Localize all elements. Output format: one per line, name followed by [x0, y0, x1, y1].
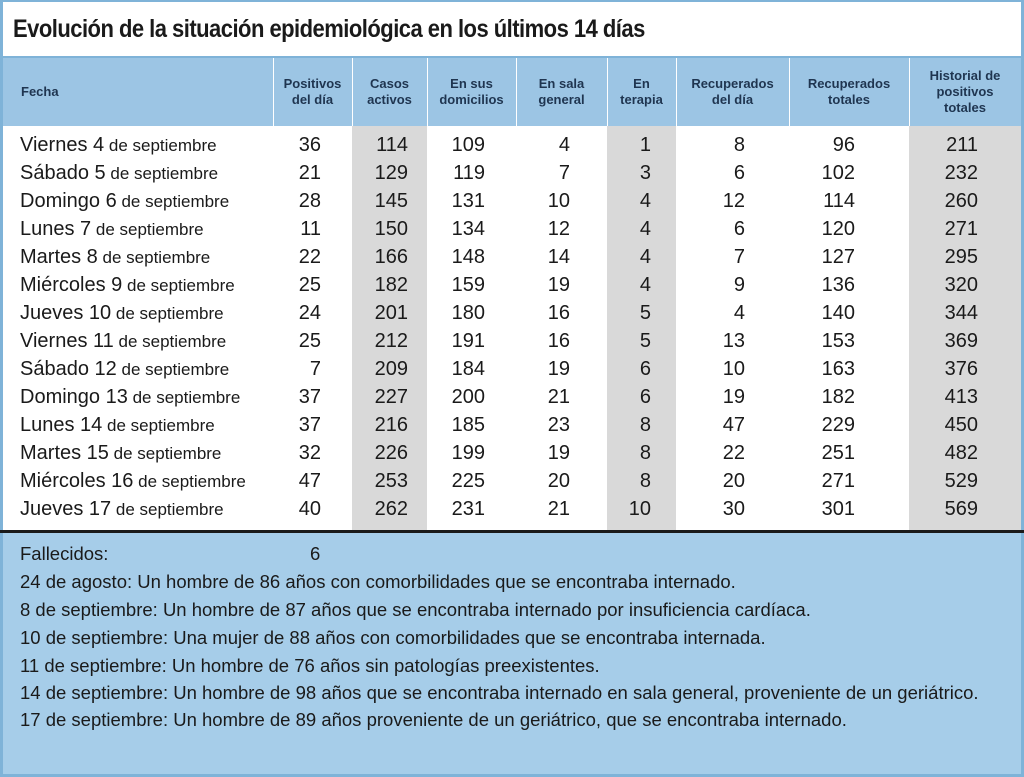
header-separator	[909, 58, 910, 126]
row-date	[20, 302, 224, 325]
table-cell: 19	[547, 274, 570, 296]
table-cell: 20	[547, 470, 570, 492]
table-cell: 191	[451, 330, 485, 352]
column-header: Recuperados totales	[807, 76, 891, 107]
row-date-day: Martes 15	[20, 442, 109, 464]
table-cell: 14	[547, 246, 570, 268]
table-row	[3, 298, 1021, 326]
table-cell: 8	[639, 470, 651, 492]
table-cell: 5	[639, 330, 651, 352]
row-date-day: Miércoles 16	[20, 470, 134, 492]
table-cell: 184	[451, 358, 485, 380]
table-cell: 209	[374, 358, 408, 380]
table-cell: 320	[944, 274, 978, 296]
row-date	[20, 162, 218, 185]
table-cell: 369	[944, 330, 978, 352]
table-cell: 22	[722, 442, 745, 464]
table-cell: 10	[722, 358, 745, 380]
table-cell: 231	[451, 498, 485, 520]
table-cell: 129	[374, 162, 408, 184]
table-cell: 301	[821, 498, 855, 520]
table-row	[3, 270, 1021, 298]
table-cell: 37	[298, 414, 321, 436]
table-cell: 131	[451, 190, 485, 212]
table-cell: 12	[722, 190, 745, 212]
table-row	[3, 158, 1021, 186]
table-cell: 200	[451, 386, 485, 408]
table-cell: 6	[733, 218, 745, 240]
table-cell: 569	[944, 498, 978, 520]
table-cell: 28	[298, 190, 321, 212]
table-cell: 262	[374, 498, 408, 520]
column-header: Fecha	[21, 84, 59, 99]
table-cell: 47	[722, 414, 745, 436]
header-separator	[607, 58, 608, 126]
column-header: Recuperados del día	[691, 76, 774, 107]
fallecidos-label: Fallecidos:	[20, 543, 109, 564]
row-date-day: Sábado 5	[20, 162, 106, 184]
table-cell: 16	[547, 302, 570, 324]
table-cell: 120	[821, 218, 855, 240]
row-date	[20, 386, 240, 409]
table-cell: 251	[821, 442, 855, 464]
table-cell: 159	[451, 274, 485, 296]
table-cell: 5	[639, 302, 651, 324]
table-row	[3, 494, 1021, 522]
table-cell: 225	[451, 470, 485, 492]
column-header: En sala general	[538, 76, 585, 107]
table-cell: 295	[944, 246, 978, 268]
table-cell: 6	[639, 358, 651, 380]
deaths-notes	[3, 533, 1021, 774]
table-cell: 10	[628, 498, 651, 520]
fallecidos-value: 6	[310, 543, 321, 564]
table-cell: 119	[453, 162, 485, 184]
table-cell: 102	[821, 162, 855, 184]
row-date-month: de septiembre	[105, 164, 219, 183]
row-date-month: de septiembre	[116, 360, 230, 379]
column-header: Casos activos	[367, 76, 412, 107]
table-cell: 9	[733, 274, 745, 296]
table-cell: 4	[639, 190, 651, 212]
table-cell: 271	[821, 470, 855, 492]
table-cell: 20	[722, 470, 745, 492]
row-date-month: de septiembre	[133, 472, 246, 491]
table-body	[3, 126, 1021, 530]
table-cell: 6	[639, 386, 651, 408]
death-note: 8 de septiembre: Un hombre de 87 años que se encontraba internado por insuficiencia cardíaca.	[20, 599, 811, 620]
death-note: 17 de septiembre: Un hombre de 89 años proveniente de un geriátrico, que se encontraba internado.	[20, 709, 847, 730]
table-cell: 114	[823, 190, 855, 212]
table-cell: 482	[944, 442, 978, 464]
table-row	[3, 438, 1021, 466]
table-cell: 8	[639, 442, 651, 464]
death-note: 11 de septiembre: Un hombre de 76 años sin patologías preexistentes.	[20, 655, 600, 676]
table-cell: 4	[733, 302, 745, 324]
fallecidos-line	[20, 543, 1005, 565]
table-cell: 11	[300, 218, 321, 240]
table-cell: 253	[374, 470, 408, 492]
table-cell: 148	[451, 246, 485, 268]
row-date-month: de septiembre	[108, 444, 222, 463]
table-cell: 450	[944, 414, 978, 436]
table-cell: 19	[722, 386, 745, 408]
death-note: 10 de septiembre: Una mujer de 88 años con comorbilidades que se encontraba internada.	[20, 627, 766, 648]
death-note: 14 de septiembre: Un hombre de 98 años que se encontraba internado en sala general, proveniente de un geriátrico.	[20, 682, 979, 703]
table-cell: 7	[558, 162, 570, 184]
table-cell: 216	[374, 414, 408, 436]
table-cell: 271	[944, 218, 978, 240]
table-cell: 136	[821, 274, 855, 296]
row-date-day: Viernes 11	[20, 330, 114, 352]
row-date-day: Domingo 13	[20, 386, 128, 408]
table-cell: 109	[451, 134, 485, 156]
row-date	[20, 358, 229, 381]
table-cell: 19	[547, 358, 570, 380]
table-cell: 30	[722, 498, 745, 520]
table-cell: 12	[547, 218, 570, 240]
row-date-month: de septiembre	[102, 416, 215, 435]
table-cell: 13	[722, 330, 745, 352]
table-cell: 232	[944, 162, 978, 184]
table-cell: 182	[821, 386, 855, 408]
table-cell: 163	[821, 358, 855, 380]
table-cell: 24	[298, 302, 321, 324]
table-row	[3, 410, 1021, 438]
row-date	[20, 330, 226, 353]
death-note: 24 de agosto: Un hombre de 86 años con comorbilidades que se encontraba internado.	[20, 571, 736, 592]
row-date	[20, 246, 210, 269]
table-row	[3, 326, 1021, 354]
table-cell: 7	[733, 246, 745, 268]
row-date-month: de septiembre	[122, 276, 235, 295]
table-cell: 114	[376, 134, 408, 156]
table-cell: 21	[298, 162, 321, 184]
row-date-month: de septiembre	[111, 500, 224, 519]
row-date-day: Sábado 12	[20, 358, 117, 380]
row-date	[20, 498, 224, 521]
column-header: En terapia	[620, 76, 663, 107]
table-cell: 47	[298, 470, 321, 492]
row-date-month: de septiembre	[91, 220, 204, 239]
row-date-day: Miércoles 9	[20, 274, 123, 296]
table-row	[3, 214, 1021, 242]
header-separator	[676, 58, 677, 126]
column-header: Historial de positivos totales	[929, 68, 1001, 115]
table-cell: 201	[374, 302, 408, 324]
row-date-day: Domingo 6	[20, 190, 117, 212]
table-cell: 4	[639, 274, 651, 296]
table-cell: 529	[944, 470, 978, 492]
table-cell: 180	[451, 302, 485, 324]
table-cell: 150	[374, 218, 408, 240]
table-cell: 4	[639, 246, 651, 268]
table-header	[3, 58, 1021, 126]
table-cell: 229	[821, 414, 855, 436]
table-cell: 4	[639, 218, 651, 240]
table-cell: 16	[547, 330, 570, 352]
row-date-month: de septiembre	[104, 136, 217, 155]
table-cell: 145	[374, 190, 408, 212]
header-separator	[427, 58, 428, 126]
column-header: Positivos del día	[283, 76, 342, 107]
header-separator	[352, 58, 353, 126]
table-cell: 6	[733, 162, 745, 184]
table-cell: 32	[298, 442, 321, 464]
table-cell: 4	[558, 134, 570, 156]
row-date-month: de septiembre	[127, 388, 241, 407]
row-date-day: Viernes 4	[20, 134, 105, 156]
row-date-day: Lunes 14	[20, 414, 103, 436]
title-box	[3, 2, 1021, 56]
row-date	[20, 190, 229, 213]
table-cell: 23	[547, 414, 570, 436]
table-cell: 25	[298, 274, 321, 296]
table-cell: 40	[298, 498, 321, 520]
table-cell: 227	[374, 386, 408, 408]
header-separator	[273, 58, 274, 126]
row-date	[20, 134, 217, 157]
table-cell: 134	[451, 218, 485, 240]
table-cell: 96	[832, 134, 855, 156]
table-title: Evolución de la situación epidemiológica en los últimos 14 días	[13, 14, 645, 43]
row-date-month: de septiembre	[116, 192, 230, 211]
row-date	[20, 442, 221, 465]
table-cell: 376	[944, 358, 978, 380]
table-row	[3, 186, 1021, 214]
table-cell: 212	[374, 330, 408, 352]
table-cell: 140	[821, 302, 855, 324]
table-cell: 3	[639, 162, 651, 184]
table-cell: 21	[547, 386, 570, 408]
row-date-day: Jueves 17	[20, 498, 112, 520]
table-cell: 344	[944, 302, 978, 324]
table-row	[3, 382, 1021, 410]
table-cell: 211	[946, 134, 978, 156]
table-row	[3, 354, 1021, 382]
table-cell: 1	[639, 134, 651, 156]
table-row	[3, 130, 1021, 158]
table-cell: 413	[944, 386, 978, 408]
table-cell: 22	[298, 246, 321, 268]
table-cell: 25	[298, 330, 321, 352]
table-cell: 10	[547, 190, 570, 212]
row-date	[20, 218, 204, 241]
table-cell: 185	[451, 414, 485, 436]
table-cell: 199	[451, 442, 485, 464]
row-date	[20, 274, 235, 297]
column-header: En sus domicilios	[439, 76, 504, 107]
table-cell: 36	[298, 134, 321, 156]
row-date-day: Jueves 10	[20, 302, 112, 324]
table-cell: 19	[547, 442, 570, 464]
row-date-day: Martes 8	[20, 246, 98, 268]
row-date	[20, 414, 215, 437]
row-date-day: Lunes 7	[20, 218, 92, 240]
header-separator	[789, 58, 790, 126]
row-date-month: de septiembre	[113, 332, 227, 351]
table-row	[3, 466, 1021, 494]
table-cell: 21	[547, 498, 570, 520]
table-cell: 226	[374, 442, 408, 464]
table-cell: 153	[821, 330, 855, 352]
row-date-month: de septiembre	[111, 304, 224, 323]
header-separator	[516, 58, 517, 126]
table-cell: 8	[639, 414, 651, 436]
table-cell: 127	[821, 246, 855, 268]
table-cell: 7	[309, 358, 321, 380]
row-date	[20, 470, 246, 493]
table-cell: 182	[374, 274, 408, 296]
table-row	[3, 242, 1021, 270]
table-cell: 166	[374, 246, 408, 268]
table-cell: 8	[733, 134, 745, 156]
table-cell: 260	[944, 190, 978, 212]
row-date-month: de septiembre	[97, 248, 211, 267]
table-cell: 37	[298, 386, 321, 408]
